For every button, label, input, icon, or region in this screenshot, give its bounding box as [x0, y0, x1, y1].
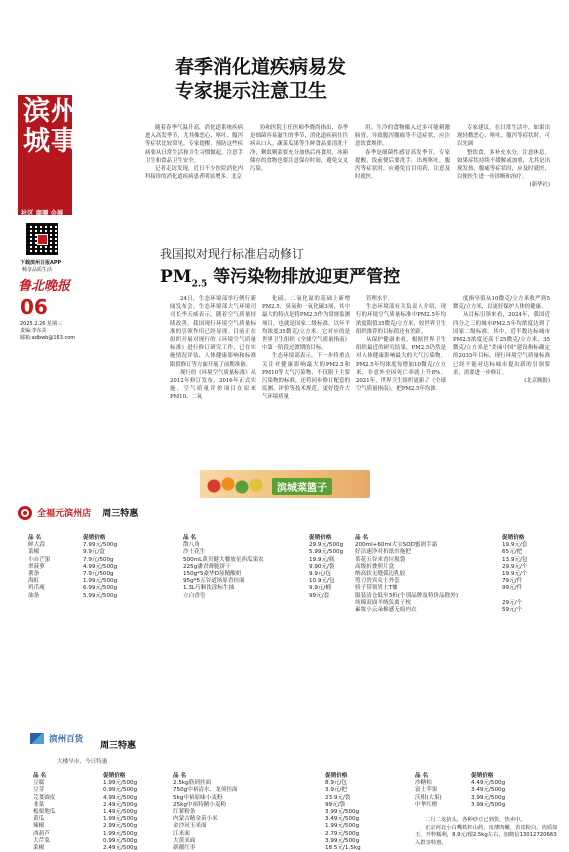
item-price: 1.99元/500g [83, 578, 118, 585]
article2-kicker: 我国拟对现行标准启动修订 [160, 247, 305, 261]
article2-paragraph: 度指导值从10微克/立方米收严到5微克/立方米，以更好保护人体的健康。 [453, 296, 550, 311]
price-row [183, 557, 353, 564]
item-price: 29元/个 [502, 599, 523, 606]
store1-col1 [28, 535, 178, 600]
item-price: 1.49元/500g [103, 809, 138, 816]
article1-body [145, 124, 550, 242]
section-title-line1: 滨州 [23, 96, 79, 127]
price-row [355, 549, 555, 556]
store2-col3-list [415, 780, 560, 809]
price-row [173, 838, 373, 845]
price-row [33, 831, 183, 838]
item-name: 薯条 [28, 571, 40, 578]
price-row [173, 802, 373, 809]
item-price: 0.99元/500g [103, 837, 138, 844]
article2-col4 [453, 295, 550, 385]
price-row [355, 557, 555, 564]
price-row [415, 795, 560, 802]
item-name: 油条 [28, 592, 40, 599]
article1-col1 [145, 124, 243, 181]
qr-code[interactable] [26, 223, 58, 255]
article1-paragraph: 记者走访发现，近日不少医院消化内科接诊的消化道疾病患者明显增多。北京 [145, 166, 243, 181]
item-name: 大芹菜 [33, 837, 50, 844]
item-name: 辣椒 [33, 823, 45, 830]
article1-col3 [355, 124, 450, 181]
item-price: 9.9元/盒 [83, 549, 105, 556]
price-row [173, 787, 373, 794]
price-row [415, 802, 560, 809]
price-row [28, 549, 178, 556]
item-price: 4.99元/500g [103, 794, 138, 801]
item-name: 翠菠萝 [28, 563, 45, 570]
section-title-line2: 城事 [23, 126, 79, 157]
item-price: 5.99元/500g [309, 549, 344, 556]
price-row [355, 585, 555, 592]
item-name: 500mL黄贝健大餐放星西瓜果农 [183, 556, 264, 563]
store1-col1-list [28, 542, 178, 600]
item-name: 5kg中裕原味小麦粉 [173, 794, 223, 801]
article2-paragraph: 化硫、二氧化氮的基础上新增PM2.5、臭氧和一氧化碳3项，其中最大的特点是将PM2.5作为常规监测项目，也就是国家二级标准。以年平均浓度35微克/立方米。它对应的是世界卫生组织《全球空气质量指南》中第一阶段过渡期的目标。 [262, 296, 350, 352]
store1-special: 周三特惠 [102, 509, 139, 519]
item-name: 剪刀贵宾女士外套 [355, 578, 400, 585]
price-row [183, 593, 353, 600]
item-name: 沙士花生 [183, 549, 206, 556]
ad-banner [200, 470, 370, 498]
article2-headline-sub: 2.5 [191, 279, 208, 290]
article1-paragraph: 随着春季气温升高，消化道系统疾病进入高发季节，尤其像恶心、呕吐、腹泻等症状比较常见。专家提醒，预防这些疾病要从日常生活和卫生习惯做起，注意手卫生和食品卫生安全。 [145, 125, 243, 164]
col-header-name: 品 名 [415, 773, 429, 779]
item-name: 纯棉双面羊绒负离子枕 [355, 599, 411, 606]
item-name: 西葫芦 [33, 830, 50, 837]
store2-col1 [33, 773, 183, 852]
item-name: 沙糖桔 [415, 780, 432, 787]
item-price: 59元/个 [502, 607, 523, 614]
item-price: 9.90元/袋 [309, 563, 335, 570]
store2-logo [30, 728, 83, 747]
item-price: 65元/把 [502, 549, 523, 556]
item-name: 素妆小云朵棉感无痕内衣 [355, 607, 417, 614]
item-name: 江米面 [173, 830, 190, 837]
price-row [183, 549, 353, 556]
item-name: 小台芒果 [28, 556, 51, 563]
item-name: 鲜大蒜 [28, 542, 45, 549]
item-name: 纳高软无缝弧边乳胶 [355, 571, 406, 578]
article2-col1 [170, 295, 256, 402]
article2-body [170, 295, 550, 470]
article1-headline [175, 55, 346, 103]
item-name: 新疆红枣 [173, 845, 196, 852]
item-name: 95g*5五谷道场原香拉面 [183, 578, 245, 585]
col-header-name: 品 名 [28, 535, 42, 541]
col-header-price: 促销价格 [83, 535, 106, 541]
section-subtitle: 社区 商圈 会展 [21, 210, 64, 217]
item-name: 150g*5豪华D原精酸奶 [183, 571, 242, 578]
editor-line: 责编:李东美 [20, 328, 47, 334]
item-price: 23.9元/袋 [325, 794, 351, 801]
store1-col2 [183, 535, 353, 600]
item-name: 菜椒 [28, 549, 40, 556]
item-name: 韭菜 [33, 801, 45, 808]
qr-center-logo [37, 234, 48, 245]
store2-special: 周三特惠 [100, 741, 137, 751]
article1-paragraph: 整饮食，多补充水分，注意休息。如果症状持续不缓解或加重，尤其是出现发热、腹痛等症状时，应及时就医，以便医生进一步诊断和治疗。 [457, 149, 550, 181]
item-price: 7.99元/500g [83, 542, 118, 549]
sidebar [18, 55, 138, 345]
store1-col3 [355, 535, 555, 614]
price-row [415, 787, 560, 794]
newspaper-logo: 鲁北晚报 [18, 279, 71, 294]
item-price: 3.99元/500g [471, 794, 506, 801]
article1-col2 [250, 124, 348, 173]
item-price: 3.99元/500g [471, 801, 506, 808]
item-name: 高级折叠照片盒 [355, 563, 395, 570]
item-name: 金沙河玉米面 [173, 823, 207, 830]
produce-basket-icon [204, 474, 264, 496]
article1-col4 [457, 124, 550, 190]
price-row [355, 593, 555, 600]
item-name: 豆腐 [33, 780, 45, 787]
item-price: 79元/件 [502, 578, 523, 585]
article2-headline-prefix: PM [160, 267, 192, 287]
item-price: 5.99元/500g [83, 592, 118, 599]
article1-paragraph: 春季是细菌性感冒高发季节。专家提醒，饭前便后要洗手，出现呕吐、腹泻等症状时，应避免盲目用药，注意及时就医。 [355, 149, 450, 181]
item-price: 6.99元/500g [83, 585, 118, 592]
item-price: 1.99元/500g [325, 823, 360, 830]
article2-source: (北京晚报) [524, 378, 550, 385]
item-price: 2.49元/500g [103, 801, 138, 808]
store2-note: 大楼早市，今日特惠 [57, 759, 108, 765]
col-header-price: 促销价格 [309, 535, 332, 541]
store1-header [18, 502, 138, 521]
item-name: 黄瓜 [33, 816, 45, 823]
item-name: 芫荽圆皮 [33, 794, 56, 801]
item-name: 立白香皂 [183, 592, 206, 599]
date-line: 2025.2.26 星期三 [20, 321, 63, 327]
qr-caption-2: 畅享品质生活 [22, 267, 53, 273]
price-row [28, 557, 178, 564]
section-title [23, 97, 79, 157]
item-name: 大黄米面 [173, 837, 196, 844]
store2-logo-icon [30, 733, 44, 744]
item-name: 2.5kg筋到挂面 [173, 780, 212, 787]
item-price: 2.49元/500g [103, 845, 138, 852]
article2-paragraph: 生态环境部有关负责人介绍，现行的环境空气质量标准中PM2.5年均浓度限值35微克/立方米，较世界卫生组织推荐的目标值还有差距。 [356, 304, 446, 335]
price-row [183, 564, 353, 571]
item-price: 3.99元/500g [325, 809, 360, 816]
item-price: 4.99元/500g [83, 563, 118, 570]
col-header-price: 促销价格 [471, 773, 494, 779]
price-row [28, 564, 178, 571]
article1-headline-line1: 春季消化道疾病易发 [175, 56, 347, 78]
col-header-name: 品 名 [183, 535, 197, 541]
item-price: 10.9元/包 [309, 578, 335, 585]
item-name: 1.3L巧顺饮涂标生抽 [183, 585, 235, 592]
item-name: 茶花五谷米香垃圾袋 [355, 556, 406, 563]
item-price: 7.9元/500g [83, 556, 114, 563]
ad-banner-text: 滨城菜篮子 [272, 478, 332, 495]
article1-headline-line2: 专家提示注意卫生 [175, 80, 328, 102]
item-price: 3.99元/500g [325, 837, 360, 844]
qr-caption-1: 下载滨州日报APP [20, 260, 62, 266]
article1-paragraph: 专家建议，在日常生活中，如果出现轻微恶心、呕吐、腹泻等症状时，可以先调 [457, 125, 550, 148]
item-price: 4.49元/500g [471, 780, 506, 787]
price-row [33, 838, 183, 845]
price-row [173, 823, 373, 830]
item-name: 红薯粉条 [173, 809, 196, 816]
price-row [355, 600, 555, 607]
price-row [173, 795, 373, 802]
item-price: 1.99元/500g [103, 830, 138, 837]
item-price: 19.9元/瓶 [309, 556, 335, 563]
article2-headline-rest: 等污染物排放迎更严管控 [207, 267, 401, 287]
item-name: 板栗地瓜 [33, 809, 56, 816]
item-name: 豆芽 [33, 787, 45, 794]
article1-paragraph: 协和医院主任医师李晓尚指出，春季是细菌容易滋生的季节，消化道疾病往往病从口入。蔬菜瓜果等生鲜食品要清洗干净，剩饭剩菜要充分加热后再食用，冰箱储存的食物也要注意保存时间，避免交叉污染。 [250, 125, 348, 173]
item-price: 2.99元/500g [103, 823, 138, 830]
item-name: 鸡爪瘦 [28, 585, 45, 592]
item-price: 18.5元/1.5kg [325, 845, 361, 852]
price-row [33, 802, 183, 809]
price-row [33, 795, 183, 802]
item-name: 骄子带领男士T恤 [355, 585, 398, 592]
item-price: 19.9元/个 [502, 571, 528, 578]
article2-paragraph: 现行的《环境空气质量标准》从2012年修订发布，2016年正式实施。空气质量评价项目在原来PM10、二氧 [170, 369, 256, 401]
price-row [33, 823, 183, 830]
store2-extra-2: 正宗河北小白嘴铁杆山药，皮薄肉嫩，表皮粉白，肉质如玉，开秒糯利，8.9元/根2.5kg左右，加微信13012720663入群享特惠。 [415, 824, 558, 846]
store2-name: 滨州百货 [49, 734, 84, 745]
email-line: 邮箱:adbwb@163.com [20, 335, 76, 341]
item-name: 内蒙古精金苗小米 [173, 816, 218, 823]
item-name: 散八角 [183, 542, 200, 549]
price-row [28, 593, 178, 600]
article2-paragraph: 生态环境部表示，下一步将重点关注对健康影响最大的PM2.5和PM10等大气污染物，不仅限于主要污染物的标准，还将同步修订配套的监测、评价等技术规范，更好提升大气环境质量 [262, 353, 350, 401]
item-name: 200ml+60ml大宝SOD蜜润手霜 [355, 542, 438, 549]
item-price: 9.9元/包 [309, 571, 331, 578]
page-number: 06 [20, 295, 48, 319]
item-price: 1.99元/500g [103, 816, 138, 823]
item-price: 99元/套 [309, 592, 330, 599]
store2-col1-list [33, 780, 183, 852]
item-name: 沃柑(大果) [415, 794, 442, 801]
col-header-price: 促销价格 [325, 773, 348, 779]
price-row [28, 585, 178, 592]
item-price: 8.9元/包 [325, 780, 347, 787]
article2-paragraph: 24日，生态环境部举行例行新闻发布会。生态环境部大气环境司司长李天威表示，随着空气质量持续改善，我国现行环境空气质量标准的引领作用已经显现。目前正在组织开展对现行的《环境空气质量标准》进行修订研究工作，已在实施情况评估、人体健康影响和标准限值修订等方面开展了前期准备。 [170, 296, 256, 368]
article1-source: (新华社) [529, 182, 550, 189]
price-row [355, 607, 555, 614]
price-row [355, 564, 555, 571]
item-price: 3.49元/500g [325, 816, 360, 823]
item-name: 富士苹果 [415, 787, 438, 794]
article2-paragraph: 从保护健康来看，根据世界卫生组织最近的研究结果，PM2.5仍然是对人体健康影响最大的大气污染物。PM2.5年均浓度每增加10微克/立方米，非意外全因死亡率就上升8%。2021年，世界卫生组织更新了《全球空气质量指南》，把PM2.5年均浓 [356, 337, 446, 393]
item-name: 海虹 [28, 578, 40, 585]
store2-col2-list [173, 780, 373, 852]
store1-col3-list [355, 542, 555, 614]
price-row [33, 787, 183, 794]
item-price: 99元/袋 [325, 801, 346, 808]
item-name: 好洁速净对折纸巾拖把 [355, 549, 411, 556]
price-row [183, 585, 353, 592]
store1-name: 全福元滨州店 [37, 509, 92, 519]
article2-col2 [262, 295, 350, 402]
article2-paragraph: 从目标引领来看，2024年，我国近四分之三的城市PM2.5年均浓度达到了国家二级标准。其中，近半数达标城市PM2.5浓度还高于25微克/立方米，35微克/立方米是“美丽中国”建设指标确定的2035年目标。现行环境空气质量标准已经不能对达标城市提出新的引领要求，需要进一步修订。 [453, 312, 550, 376]
item-price: 7.9元/500g [83, 571, 114, 578]
col-header-name: 品 名 [173, 773, 187, 779]
item-price: 99元/件 [502, 585, 523, 592]
item-price: 1.99元/500g [103, 780, 138, 787]
item-price: 3.49元/500g [471, 787, 506, 794]
store2-extra-1: 二月二龙抬头，各种炒豆已到货，热卖中。 [425, 817, 526, 824]
col-header-price: 促销价格 [103, 773, 126, 779]
item-price: 29.9元/500g [309, 542, 344, 549]
item-price: 2.79元/500g [325, 830, 360, 837]
price-row [173, 845, 373, 852]
store2-col3 [415, 773, 560, 847]
article2-col3 [356, 295, 446, 393]
item-name: 25kg中裕特精小麦粉 [173, 801, 227, 808]
item-name: 225g潘君薄脆饼干 [183, 563, 231, 570]
price-row [33, 845, 183, 852]
item-price: 9.9元/桶 [309, 585, 331, 592]
article2-paragraph: 管理水平。 [366, 296, 393, 302]
item-name: 750g中裕清水、龙须挂面 [173, 787, 238, 794]
store2-col2 [173, 773, 373, 852]
item-name: 菜椒 [33, 845, 45, 852]
item-name: 服装清仓低至3折(个别品牌及特价品除外) [355, 592, 459, 599]
item-price: 0.99元/500g [103, 787, 138, 794]
item-price: 19.9元/套 [502, 542, 528, 549]
item-price: 29.9元/个 [502, 563, 528, 570]
article1-paragraph: 用。生冷的食物摄入过多可能刺激肠胃，导致腹泻腹痛等不适症状，应注意饮食规律。 [355, 125, 450, 148]
col-header-price: 促销价格 [502, 535, 525, 541]
store1-col2-list [183, 542, 353, 600]
price-row [173, 831, 373, 838]
item-price: 3.9元/把 [325, 787, 347, 794]
store1-logo-icon [18, 506, 32, 520]
article2-headline [160, 262, 400, 289]
col-header-name: 品 名 [355, 535, 369, 541]
item-price: 13.9元/包 [502, 556, 528, 563]
col-header-name: 品 名 [33, 773, 47, 779]
item-name: 中华红橙 [415, 801, 438, 808]
